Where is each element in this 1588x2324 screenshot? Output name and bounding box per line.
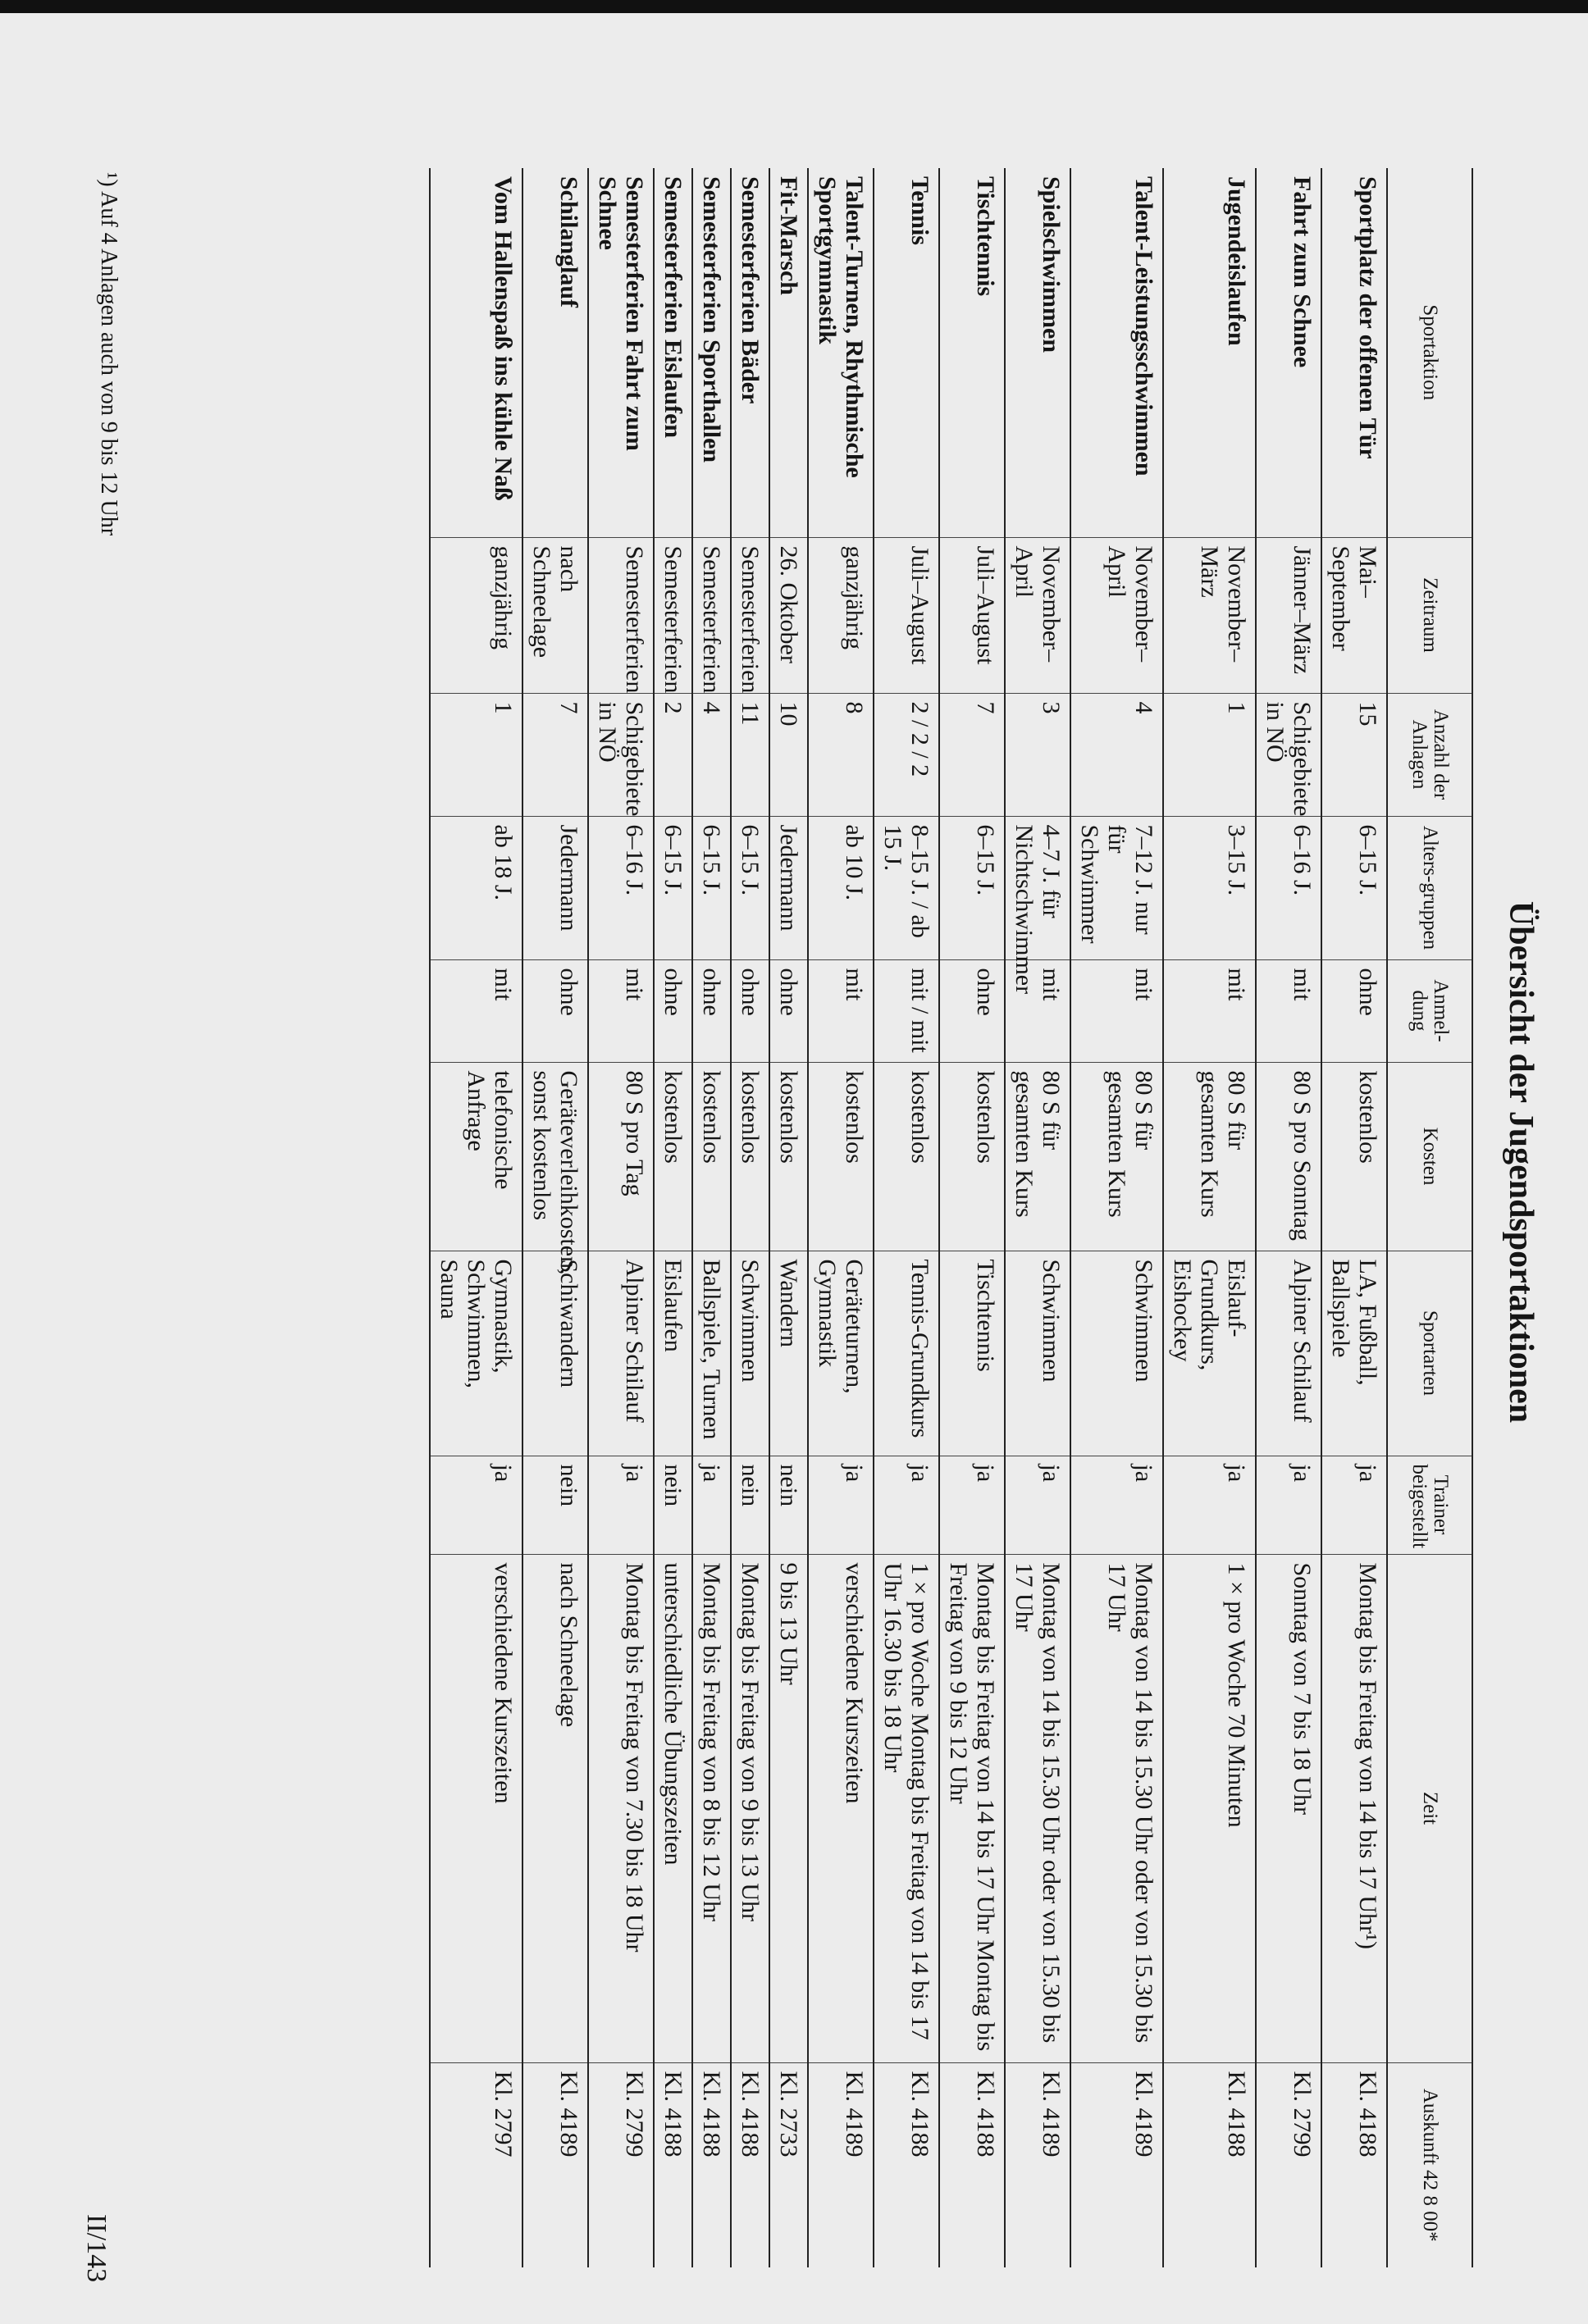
table-cell: mit	[808, 959, 874, 1062]
table-cell: 6–15 J.	[731, 816, 769, 959]
table-cell: Semesterferien	[654, 537, 692, 693]
sport-name-cell: Talent-Turnen, Rhythmische Sportgymnastik	[808, 168, 874, 537]
table-cell: ja	[1163, 1456, 1256, 1554]
table-cell: Kl. 2797	[430, 2062, 522, 2267]
table-cell: mit	[1256, 959, 1321, 1062]
table-cell: ab 18 J.	[430, 816, 522, 959]
table-cell: 10	[769, 693, 808, 816]
table-cell: Kl. 2799	[588, 2062, 654, 2267]
table-cell: 80 S für gesamten Kurs	[1070, 1062, 1163, 1251]
table-cell: Schwimmen	[731, 1251, 769, 1456]
table-cell: Schwimmen	[1005, 1251, 1070, 1456]
table-cell: Tischtennis	[939, 1251, 1005, 1456]
page-title: Übersicht der Jugendsportaktionen	[1502, 900, 1540, 1424]
table-header-row	[1387, 168, 1472, 2267]
table-cell: 2 / 2 / 2	[874, 693, 939, 816]
table-cell: ja	[692, 1456, 731, 1554]
table-cell: Kl. 4189	[1070, 2062, 1163, 2267]
table-cell: 6–16 J.	[1256, 816, 1321, 959]
sport-name-cell: Fit-Marsch	[769, 168, 808, 537]
sport-name-cell: Fahrt zum Schnee	[1256, 168, 1321, 537]
table-cell: ohne	[939, 959, 1005, 1062]
table-cell: ja	[874, 1456, 939, 1554]
sport-name-cell: Vom Hallenspaß ins kühle Naß	[430, 168, 522, 537]
table-cell: ja	[430, 1456, 522, 1554]
sport-name-cell: Semesterferien Sporthallen	[692, 168, 731, 537]
table-cell: nein	[731, 1456, 769, 1554]
table-cell: 6–15 J.	[692, 816, 731, 959]
table-cell: ja	[1005, 1456, 1070, 1554]
table-row	[808, 168, 874, 2267]
table-cell: ja	[1070, 1456, 1163, 1554]
table-cell: 1	[430, 693, 522, 816]
sport-name-cell: Talent-Leistungsschwimmen	[1070, 168, 1163, 537]
table-cell: Montag bis Freitag von 9 bis 13 Uhr	[731, 1554, 769, 2062]
table-cell: 26. Oktober	[769, 537, 808, 693]
table-cell: Montag bis Freitag von 7.30 bis 18 Uhr	[588, 1554, 654, 2062]
table-cell: 7–12 J. nur für Schwimmer	[1070, 816, 1163, 959]
table-cell: Schwimmen	[1070, 1251, 1163, 1456]
table-cell: 6–16 J.	[588, 816, 654, 959]
table-cell: 7	[522, 693, 588, 816]
table-cell: Alpiner Schilauf	[588, 1251, 654, 1456]
table-cell: Wandern	[769, 1251, 808, 1456]
table-row	[522, 168, 588, 2267]
sport-actions-table	[429, 168, 1473, 2267]
table-cell: unterschiedliche Übungszeiten	[654, 1554, 692, 2062]
table-cell: Eislauf-Grundkurs, Eishockey	[1163, 1251, 1256, 1456]
table-body	[430, 168, 1387, 2267]
table-cell: Montag bis Freitag von 14 bis 17 Uhr Montag bis Freitag von 9 bis 12 Uhr	[939, 1554, 1005, 2062]
sport-name-cell: Tennis	[874, 168, 939, 537]
table-row	[1005, 168, 1070, 2267]
table-cell: ganzjährig	[808, 537, 874, 693]
table-cell: Kl. 4188	[939, 2062, 1005, 2267]
table-row	[654, 168, 692, 2267]
table-cell: Semesterferien	[588, 537, 654, 693]
table-cell: Gymnastik, Schwimmen, Sauna	[430, 1251, 522, 1456]
table-cell: ja	[588, 1456, 654, 1554]
table-cell: Kl. 4188	[692, 2062, 731, 2267]
column-header: Sportaktion	[1387, 168, 1472, 537]
table-cell: nein	[654, 1456, 692, 1554]
table-cell: ohne	[654, 959, 692, 1062]
table-cell: LA, Fußball, Ballspiele	[1321, 1251, 1387, 1456]
table-cell: 15	[1321, 693, 1387, 816]
table-row	[1256, 168, 1321, 2267]
table-cell: Kl. 4188	[731, 2062, 769, 2267]
table-cell: Kl. 4188	[1163, 2062, 1256, 2267]
footnote: ¹) Auf 4 Anlagen auch von 9 bis 12 Uhr	[96, 172, 121, 536]
table-cell: ohne	[522, 959, 588, 1062]
table-row	[769, 168, 808, 2267]
table-cell: 80 S pro Sonntag	[1256, 1062, 1321, 1251]
table-cell: Montag bis Freitag von 8 bis 12 Uhr	[692, 1554, 731, 2062]
table-cell: Jänner–März	[1256, 537, 1321, 693]
table-cell: 9 bis 13 Uhr	[769, 1554, 808, 2062]
table-cell: 1	[1163, 693, 1256, 816]
table-cell: nach Schneelage	[522, 537, 588, 693]
sport-name-cell: Schilanglauf	[522, 168, 588, 537]
table-cell: 2	[654, 693, 692, 816]
table-cell: ohne	[692, 959, 731, 1062]
table-row	[1321, 168, 1387, 2267]
table-cell: November–April	[1005, 537, 1070, 693]
table-cell: Schigebiete in NÖ	[1256, 693, 1321, 816]
table-cell: Kl. 2733	[769, 2062, 808, 2267]
table-cell: mit	[1070, 959, 1163, 1062]
column-header: Zeitraum	[1387, 537, 1472, 693]
column-header: Alters-gruppen	[1387, 816, 1472, 959]
table-cell: nein	[522, 1456, 588, 1554]
table-cell: 6–15 J.	[1321, 816, 1387, 959]
table-row	[588, 168, 654, 2267]
table-cell: Montag bis Freitag von 14 bis 17 Uhr¹)	[1321, 1554, 1387, 2062]
column-header: Zeit	[1387, 1554, 1472, 2062]
table-cell: Kl. 4189	[808, 2062, 874, 2267]
table-cell: mit	[1005, 959, 1070, 1062]
column-header: Anzahl der Anlagen	[1387, 693, 1472, 816]
table-cell: Kl. 2799	[1256, 2062, 1321, 2267]
table-cell: 3–15 J.	[1163, 816, 1256, 959]
table-row	[731, 168, 769, 2267]
column-header: Trainer beigestellt	[1387, 1456, 1472, 1554]
table-cell: 1 × pro Woche Montag bis Freitag von 14 bis 17 Uhr 16.30 bis 18 Uhr	[874, 1554, 939, 2062]
table-cell: ohne	[769, 959, 808, 1062]
table-cell: Sonntag von 7 bis 18 Uhr	[1256, 1554, 1321, 2062]
table-cell: ja	[1256, 1456, 1321, 1554]
table-cell: Tennis-Grundkurs	[874, 1251, 939, 1456]
column-header: Anmel-dung	[1387, 959, 1472, 1062]
table-cell: Mai–September	[1321, 537, 1387, 693]
table-cell: Kl. 4188	[874, 2062, 939, 2267]
table-cell: Jedermann	[769, 816, 808, 959]
table-cell: 11	[731, 693, 769, 816]
table-cell: 80 S für gesamten Kurs	[1163, 1062, 1256, 1251]
table-row	[939, 168, 1005, 2267]
table-cell: kostenlos	[874, 1062, 939, 1251]
table-cell: kostenlos	[939, 1062, 1005, 1251]
table-cell: verschiedene Kurszeiten	[808, 1554, 874, 2062]
sport-name-cell: Semesterferien Bäder	[731, 168, 769, 537]
table-cell: 6–15 J.	[654, 816, 692, 959]
table-cell: 80 S für gesamten Kurs	[1005, 1062, 1070, 1251]
table-cell: kostenlos	[808, 1062, 874, 1251]
table-cell: 8–15 J. / ab 15 J.	[874, 816, 939, 959]
table-cell: 80 S pro Tag	[588, 1062, 654, 1251]
table-cell: 4	[1070, 693, 1163, 816]
sport-name-cell: Semesterferien Fahrt zum Schnee	[588, 168, 654, 537]
table-cell: Juli–August	[874, 537, 939, 693]
table-row	[430, 168, 522, 2267]
column-header: Auskunft 42 8 00*	[1387, 2062, 1472, 2267]
table-cell: ja	[808, 1456, 874, 1554]
table-cell: Kl. 4189	[522, 2062, 588, 2267]
table-cell: mit	[1163, 959, 1256, 1062]
table-cell: Geräteturnen, Gymnastik	[808, 1251, 874, 1456]
table-cell: Montag von 14 bis 15.30 Uhr oder von 15.30 bis 17 Uhr	[1070, 1554, 1163, 2062]
sport-name-cell: Jugendeislaufen	[1163, 168, 1256, 537]
table-cell: telefonische Anfrage	[430, 1062, 522, 1251]
column-header: Kosten	[1387, 1062, 1472, 1251]
table-cell: 7	[939, 693, 1005, 816]
table-cell: ohne	[1321, 959, 1387, 1062]
table-cell: kostenlos	[731, 1062, 769, 1251]
table-cell: ja	[939, 1456, 1005, 1554]
table-row	[874, 168, 939, 2267]
table-cell: 6–15 J.	[939, 816, 1005, 959]
table-cell: 1 × pro Woche 70 Minuten	[1163, 1554, 1256, 2062]
table-cell: kostenlos	[692, 1062, 731, 1251]
table-cell: 4	[692, 693, 731, 816]
table-cell: Kl. 4188	[654, 2062, 692, 2267]
table-cell: November–April	[1070, 537, 1163, 693]
table-cell: 4–7 J. für Nichtschwimmer	[1005, 816, 1070, 959]
table-cell: Schiwandern	[522, 1251, 588, 1456]
table-cell: verschiedene Kurszeiten	[430, 1554, 522, 2062]
sport-name-cell: Sportplatz der offenen Tür	[1321, 168, 1387, 537]
table-cell: mit	[430, 959, 522, 1062]
sport-name-cell: Spielschwimmen	[1005, 168, 1070, 537]
column-header: Sportarten	[1387, 1251, 1472, 1456]
table-cell: Semesterferien	[692, 537, 731, 693]
table-cell: kostenlos	[769, 1062, 808, 1251]
table-cell: mit / mit	[874, 959, 939, 1062]
table-cell: Kl. 4188	[1321, 2062, 1387, 2267]
table-cell: nein	[769, 1456, 808, 1554]
table-cell: ohne	[731, 959, 769, 1062]
table-cell: mit	[588, 959, 654, 1062]
table-cell: kostenlos	[1321, 1062, 1387, 1251]
table-cell: Semesterferien	[731, 537, 769, 693]
table-cell: Alpiner Schilauf	[1256, 1251, 1321, 1456]
table-cell: ja	[1321, 1456, 1387, 1554]
table-cell: Geräteverleihkosten, sonst kostenlos	[522, 1062, 588, 1251]
table-cell: Eislaufen	[654, 1251, 692, 1456]
table-cell: November–März	[1163, 537, 1256, 693]
table-cell: Juli–August	[939, 537, 1005, 693]
table-cell: Jedermann	[522, 816, 588, 959]
table-cell: kostenlos	[654, 1062, 692, 1251]
table-cell: Montag von 14 bis 15.30 Uhr oder von 15.30 bis 17 Uhr	[1005, 1554, 1070, 2062]
table-cell: ab 10 J.	[808, 816, 874, 959]
table-cell: ganzjährig	[430, 537, 522, 693]
table-cell: Ballspiele, Turnen	[692, 1251, 731, 1456]
table-cell: 8	[808, 693, 874, 816]
page-number: II/143	[81, 2214, 112, 2283]
table-cell: 3	[1005, 693, 1070, 816]
table-row	[692, 168, 731, 2267]
table-cell: nach Schneelage	[522, 1554, 588, 2062]
sport-name-cell: Tischtennis	[939, 168, 1005, 537]
table-row	[1070, 168, 1163, 2267]
sport-name-cell: Semesterferien Eislaufen	[654, 168, 692, 537]
table-row	[1163, 168, 1256, 2267]
table-cell: Schigebiete in NÖ	[588, 693, 654, 816]
table-cell: Kl. 4189	[1005, 2062, 1070, 2267]
